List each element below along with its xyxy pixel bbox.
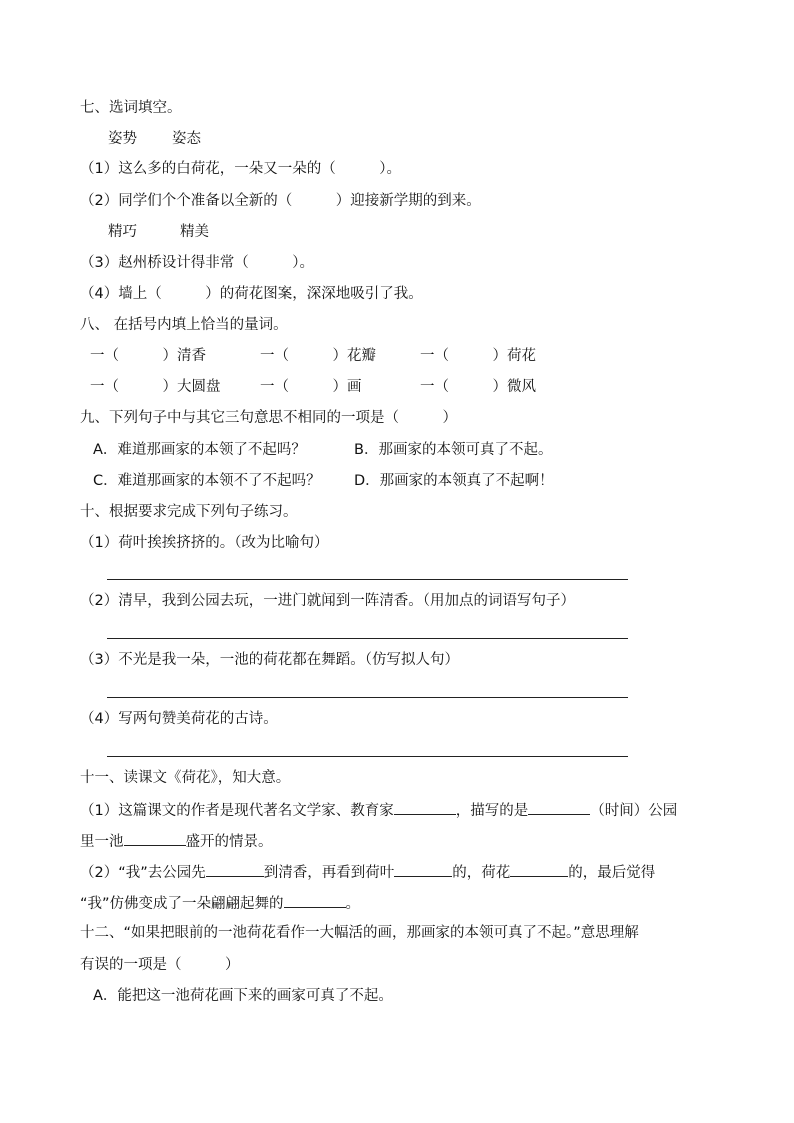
option-b: B．那画家的本领可真了不起。	[354, 442, 553, 458]
s7-question-4: （4）墙上（ ）的荷花图案，深深地吸引了我。	[80, 286, 423, 302]
s7-question-1: （1）这么多的白荷花，一朵又一朵的（ ）。	[80, 161, 401, 177]
word-choice-2a: 精巧	[108, 224, 137, 240]
measure-word-item: 一（ ）花瓣	[260, 348, 376, 364]
section-9-title: 九、下列句子中与其它三句意思不相同的一项是（ ）	[80, 410, 457, 426]
s12-option-a: A．能把这一池荷花画下来的画家可真了不起。	[93, 988, 393, 1004]
answer-line[interactable]	[107, 697, 628, 698]
section-8-title: 八、 在括号内填上恰当的量词。	[80, 317, 288, 333]
fill-blank[interactable]	[284, 892, 346, 908]
s7-question-3: （3）赵州桥设计得非常（ ）。	[80, 255, 314, 271]
section-12-title: 十二、“如果把眼前的一池荷花看作一大幅活的画，那画家的本领可真了不起。”意思理解	[80, 925, 639, 941]
measure-word-item: 一（ ）荷花	[420, 348, 536, 364]
measure-word-item: 一（ ）画	[260, 379, 362, 395]
word-choice-2b: 精美	[180, 224, 209, 240]
measure-word-item: 一（ ）微风	[420, 379, 536, 395]
section-10-title: 十、根据要求完成下列句子练习。	[80, 504, 298, 520]
option-d: D．那画家的本领真了不起啊！	[354, 473, 554, 489]
s11-question-1-line-2: 里一池 盛开的情景。	[80, 830, 273, 852]
fill-blank[interactable]	[510, 861, 568, 877]
fill-blank[interactable]	[528, 799, 590, 815]
answer-line[interactable]	[107, 638, 628, 639]
section-12-title-cont: 有误的一项是（ ）	[80, 957, 240, 973]
fill-blank[interactable]	[124, 830, 186, 846]
word-choice-1b: 姿态	[172, 131, 201, 147]
measure-word-item: 一（ ）大圆盘	[90, 379, 221, 395]
option-c: C．难道那画家的本领不了不起吗？	[93, 473, 321, 489]
word-choice-1a: 姿势	[108, 131, 137, 147]
s10-question-2: （2）清早，我到公园去玩，一进门就闻到一阵清香。（用加点的词语写句子）	[80, 593, 575, 609]
s11-question-2-line-1: （2）“我”去公园先 到清香，再看到荷叶 的，荷花 的，最后觉得	[80, 861, 655, 883]
answer-line[interactable]	[107, 756, 628, 757]
s10-question-1: （1）荷叶挨挨挤挤的。（改为比喻句）	[80, 535, 329, 551]
s10-question-3: （3）不光是我一朵，一池的荷花都在舞蹈。（仿写拟人句）	[80, 652, 459, 668]
section-7-title: 七、选词填空。	[80, 100, 182, 116]
fill-blank[interactable]	[394, 799, 456, 815]
option-a: A．难道那画家的本领了不起吗？	[93, 442, 306, 458]
answer-line[interactable]	[107, 579, 628, 580]
s10-question-4: （4）写两句赞美荷花的古诗。	[80, 711, 278, 727]
section-11-title: 十一、读课文《荷花》，知大意。	[80, 770, 291, 786]
s11-question-1-line-1: （1）这篇课文的作者是现代著名文学家、教育家 ，描写的是 （时间）公园	[80, 799, 677, 821]
s7-question-2: （2）同学们个个准备以全新的（ ）迎接新学期的到来。	[80, 193, 481, 209]
measure-word-item: 一（ ）清香	[90, 348, 206, 364]
s11-question-2-line-2: “我”仿佛变成了一朵翩翩起舞的 。	[80, 892, 360, 914]
fill-blank[interactable]	[394, 861, 452, 877]
fill-blank[interactable]	[206, 861, 264, 877]
